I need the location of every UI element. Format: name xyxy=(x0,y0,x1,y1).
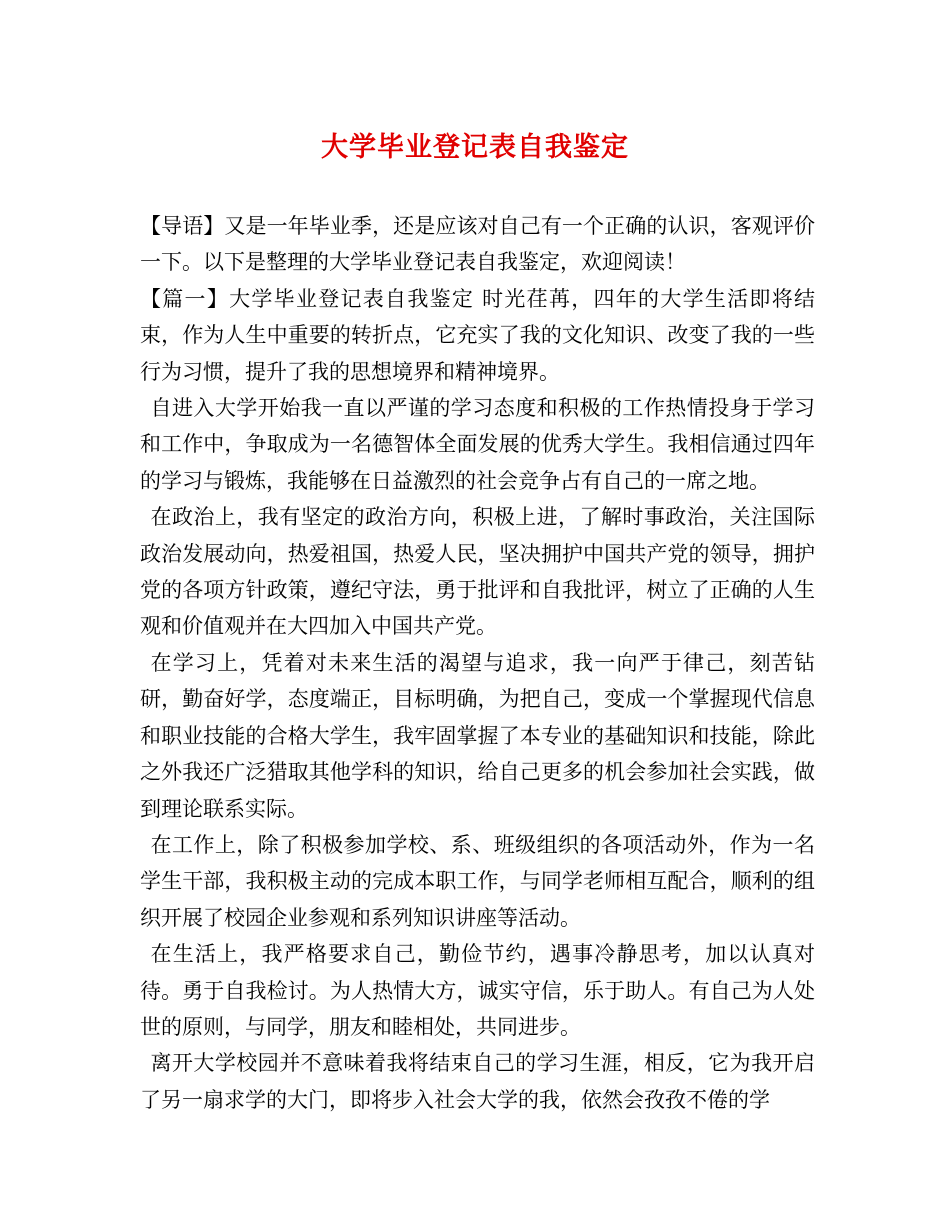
paragraph-intro: 【导语】又是一年毕业季，还是应该对自己有一个正确的认识，客观评价一下。以下是整理的大学毕业登记表自我鉴定，欢迎阅读！ xyxy=(140,214,815,275)
paragraph-leaving: 离开大学校园并不意味着我将结束自己的学习生涯，相反，它为我开启了另一扇求学的大门，即将步入社会大学的我，依然会孜孜不倦的学 xyxy=(140,1051,815,1112)
paragraph-life: 在生活上，我严格要求自己，勤俭节约，遇事冷静思考，加以认真对待。勇于自我检讨。为人热情大方，诚实守信，乐于助人。有自己为人处世的原则，与同学，朋友和睦相处，共同进步。 xyxy=(140,942,815,1039)
document-title: 大学毕业登记表自我鉴定 xyxy=(321,132,629,163)
paragraph-politics: 在政治上，我有坚定的政治方向，积极上进，了解时事政治，关注国际政治发展动向，热爱祖国，热爱人民，坚决拥护中国共产党的领导，拥护党的各项方针政策，遵纪守法，勇于批评和自我批评，树立了正确的人生观和价值观并在大四加入中国共产党。 xyxy=(140,505,815,639)
paragraph-work: 在工作上，除了积极参加学校、系、班级组织的各项活动外，作为一名学生干部，我积极主动的完成本职工作，与同学老师相互配合，顺利的组织开展了校园企业参观和系列知识讲座等活动。 xyxy=(140,832,815,930)
paragraph-part-one: 【篇一】大学毕业登记表自我鉴定 时光荏苒，四年的大学生活即将结束，作为人生中重要的转折点，它充实了我的文化知识、改变了我的一些行为习惯，提升了我的思想境界和精神境界。 xyxy=(140,286,815,384)
document-body xyxy=(140,208,815,1118)
paragraph-study-attitude: 自进入大学开始我一直以严谨的学习态度和积极的工作热情投身于学习和工作中，争取成为一名德智体全面发展的优秀大学生。我相信通过四年的学习与锻炼，我能够在日益激烈的社会竞争占有自己的一席之地。 xyxy=(140,396,815,493)
paragraph-study: 在学习上，凭着对未来生活的渴望与追求，我一向严于律己，刻苦钻研，勤奋好学，态度端正，目标明确，为把自己，变成一个掌握现代信息和职业技能的合格大学生，我牢固掌握了本专业的基础知识和技能，除此之外我还广泛猎取其他学科的知识，给自己更多的机会参加社会实践，做到理论联系实际。 xyxy=(140,650,815,821)
